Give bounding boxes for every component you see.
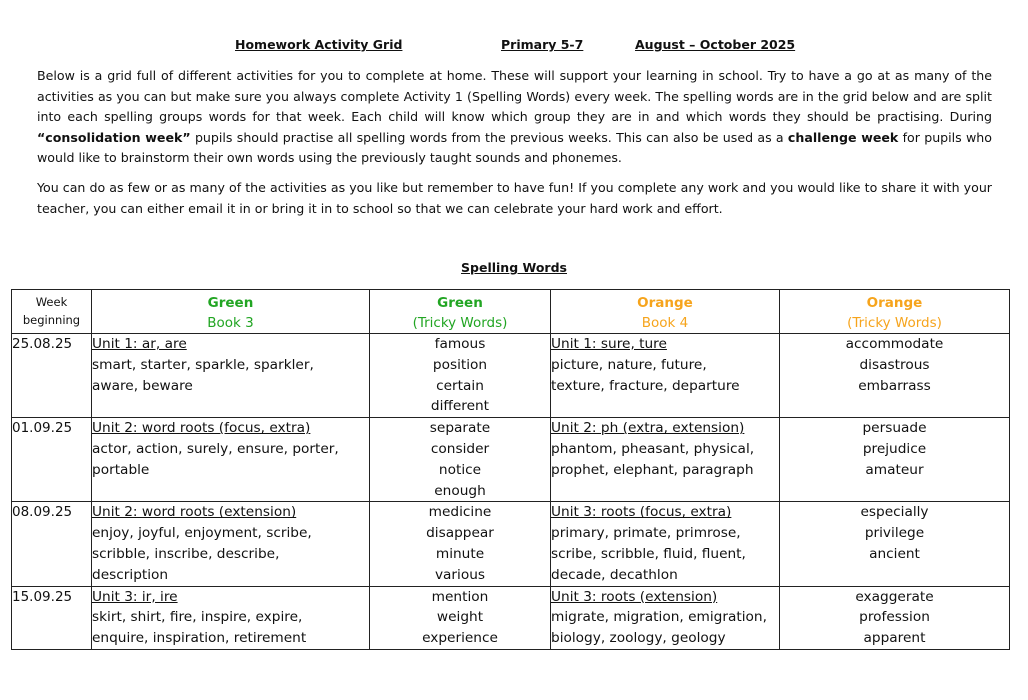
orange-book4-cell — [551, 502, 780, 586]
tricky-word: accommodate — [845, 336, 944, 352]
table-header-row — [12, 290, 1010, 334]
tricky-word: apparent — [863, 630, 926, 647]
header-green-label: Green — [207, 295, 254, 311]
tricky-word: position — [432, 356, 488, 373]
unit-heading: Unit 3: roots (focus, extra) — [551, 504, 732, 521]
tricky-word: ancient — [869, 545, 920, 562]
tricky-word: amateur — [865, 461, 924, 478]
header-week-line2: beginning — [22, 313, 81, 327]
header-tricky-label: (Tricky Words) — [847, 315, 942, 331]
spelling-words-line: description — [92, 566, 169, 583]
table-row — [12, 502, 1010, 586]
green-tricky-cell — [370, 418, 551, 502]
intro-paragraph-2: You can do as few or as many of the activities as you like but remember to have fun! If you complete any work and you would like to share it with your teacher, you can either email it in or bring it in to school so that we can celebrate your hard work and effort. — [37, 180, 992, 216]
tricky-word: mention — [431, 588, 489, 605]
unit-heading: Unit 2: word roots (extension) — [92, 504, 297, 521]
spelling-words-title: Spelling Words — [461, 260, 567, 275]
term-dates: August – October 2025 — [635, 37, 796, 52]
header-green-book3 — [92, 290, 370, 334]
green-book3-cell — [92, 418, 370, 502]
table-row — [12, 418, 1010, 502]
header-orange-label: Orange — [637, 295, 693, 311]
intro-text-c: pupils should practise all spelling words from the previous weeks. This can also be used as a — [190, 129, 788, 145]
spelling-words-line: prophet, elephant, paragraph — [551, 461, 754, 478]
green-tricky-cell — [370, 586, 551, 649]
tricky-word: medicine — [428, 504, 492, 521]
spelling-words-line: portable — [92, 461, 150, 478]
spelling-words-line: aware, beware — [92, 377, 193, 394]
week-date: 08.09.25 — [12, 504, 73, 521]
class-level: Primary 5-7 — [501, 37, 584, 52]
week-date: 01.09.25 — [12, 420, 73, 437]
week-date: 25.08.25 — [12, 336, 73, 352]
tricky-word: minute — [435, 545, 485, 562]
tricky-word: certain — [436, 377, 484, 394]
header-book4-label: Book 4 — [641, 315, 689, 331]
intro-paragraph-1 — [37, 66, 992, 169]
spelling-words-line: texture, fracture, departure — [551, 377, 740, 394]
green-tricky-cell — [370, 502, 551, 586]
tricky-word: weight — [436, 609, 484, 626]
tricky-word: separate — [429, 420, 491, 437]
document-header — [0, 37, 1028, 55]
header-green-tricky — [370, 290, 551, 334]
week-date: 15.09.25 — [12, 588, 73, 605]
table-row — [12, 334, 1010, 418]
tricky-word: consider — [430, 440, 490, 457]
tricky-word: enough — [434, 482, 486, 499]
green-tricky-cell — [370, 334, 551, 418]
header-week-line1: Week — [35, 295, 68, 309]
orange-book4-cell — [551, 586, 780, 649]
tricky-word: famous — [434, 336, 486, 352]
tricky-word: notice — [438, 461, 482, 478]
intro-text-a: Below is a grid full of different activities for you to complete at home. These will support your learning in school. Try to have a go at as many of the activities as you can but make sure you always complete Activity 1 (Spelling Words) every week. The spelling words are in the grid below and are split into each spelling groups words for that week. Each child will know which group they are in and which words they should be practising. During — [37, 68, 992, 124]
week-beginning-cell — [12, 502, 92, 586]
week-beginning-cell — [12, 334, 92, 418]
tricky-word: prejudice — [862, 440, 927, 457]
header-tricky-label: (Tricky Words) — [412, 315, 508, 331]
spelling-words-line: picture, nature, future, — [551, 356, 707, 373]
header-book3-label: Book 3 — [207, 315, 254, 331]
spelling-words-line: smart, starter, sparkle, sparkler, — [92, 356, 314, 373]
document-title: Homework Activity Grid — [235, 37, 403, 52]
tricky-word: privilege — [864, 525, 925, 542]
orange-tricky-cell — [780, 586, 1010, 649]
unit-heading: Unit 2: ph (extra, extension) — [551, 420, 745, 437]
spelling-words-line: skirt, shirt, fire, inspire, expire, — [92, 609, 303, 626]
spelling-words-line: enjoy, joyful, enjoyment, scribe, — [92, 525, 312, 542]
table-row — [12, 586, 1010, 649]
header-green-label: Green — [437, 295, 483, 311]
intro-text-e: for pupils who would like to brainstorm their own words using the previously taught sounds and phonemes. — [37, 129, 992, 165]
spelling-words-line: scribe, scribble, fluid, fluent, — [551, 545, 746, 562]
spelling-words-line: phantom, pheasant, physical, — [551, 440, 755, 457]
spelling-words-line: primary, primate, primrose, — [551, 525, 741, 542]
tricky-word: disastrous — [859, 356, 930, 373]
orange-tricky-cell — [780, 502, 1010, 586]
tricky-word: persuade — [862, 420, 927, 437]
week-beginning-cell — [12, 586, 92, 649]
header-orange-book4 — [551, 290, 780, 334]
tricky-word: especially — [860, 504, 929, 521]
spelling-words-line: biology, zoology, geology — [551, 630, 726, 647]
unit-heading: Unit 3: roots (extension) — [551, 588, 718, 605]
tricky-word: various — [434, 566, 486, 583]
tricky-word: profession — [859, 609, 930, 626]
green-book3-cell — [92, 502, 370, 586]
unit-heading: Unit 3: ir, ire — [92, 588, 178, 605]
unit-heading: Unit 1: sure, ture — [551, 336, 667, 352]
spelling-table — [11, 289, 1010, 650]
tricky-word: experience — [422, 630, 498, 647]
spelling-words-line: migrate, migration, emigration, — [551, 609, 767, 626]
unit-heading: Unit 2: word roots (focus, extra) — [92, 420, 311, 437]
tricky-word: disappear — [426, 525, 494, 542]
tricky-word: embarrass — [858, 377, 931, 394]
tricky-word: exaggerate — [855, 588, 934, 605]
header-week-beginning — [12, 290, 92, 334]
header-orange-tricky — [780, 290, 1010, 334]
unit-heading: Unit 1: ar, are — [92, 336, 187, 352]
header-orange-label: Orange — [866, 295, 923, 311]
orange-tricky-cell — [780, 418, 1010, 502]
spelling-words-line: decade, decathlon — [551, 566, 678, 583]
orange-tricky-cell — [780, 334, 1010, 418]
consolidation-week-text: “consolidation week” — [37, 129, 191, 145]
green-book3-cell — [92, 586, 370, 649]
challenge-week-text: challenge week — [787, 129, 899, 145]
orange-book4-cell — [551, 418, 780, 502]
spelling-words-line: scribble, inscribe, describe, — [92, 545, 280, 562]
spelling-words-line: enquire, inspiration, retirement — [92, 630, 307, 647]
orange-book4-cell — [551, 334, 780, 418]
week-beginning-cell — [12, 418, 92, 502]
tricky-word: different — [430, 398, 490, 415]
spelling-words-line: actor, action, surely, ensure, porter, — [92, 440, 339, 457]
green-book3-cell — [92, 334, 370, 418]
